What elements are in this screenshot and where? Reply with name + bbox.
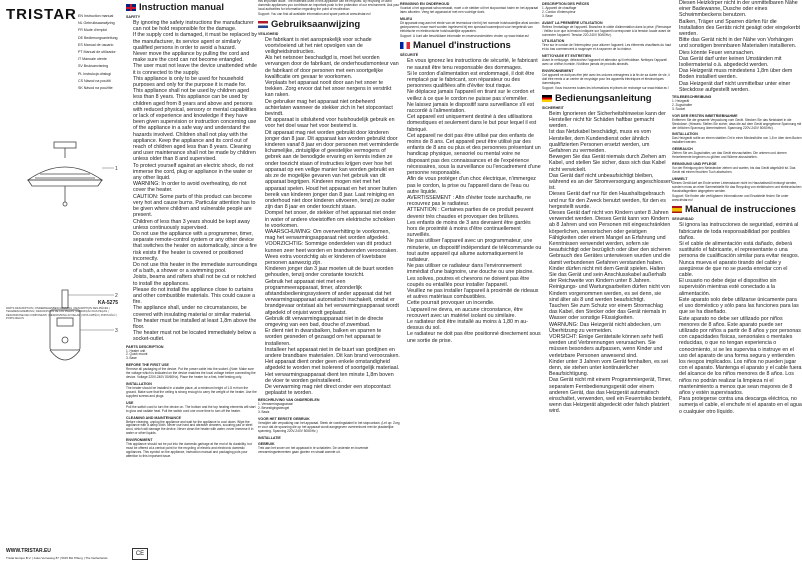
heading-safety-es: SEGURIDAD — [672, 217, 694, 222]
heading-safety-nl: VEILIGHEID — [258, 31, 279, 36]
column-fr-de — [542, 0, 672, 575]
product-panel — [0, 0, 126, 575]
heading-use: USE — [126, 400, 134, 405]
list-item: • Este aparato solo debe utilizarse únicamente para el uso doméstico y sólo para las funciones para las que se ha diseñado. — [679, 297, 802, 316]
heading-cleaning: CLEANING AND MAINTENANCE — [126, 415, 181, 420]
before-use-text-fr: Retirez l'emballage de l'appareil. Branchez le câble d'alimentation dans la prise. (Remarque : Veillez à ce que la tension indiquée sur l'appareil corresponde à la tension locale avant de connecter l'appareil. Tension 220-240V 50/60Hz). — [542, 24, 672, 37]
list-item: • To protect yourself against an electric shock, do not immerse the cord, plug or appliance in the water or any other liquid. — [133, 163, 258, 182]
safety-list-en — [126, 20, 258, 343]
list-item: • Si ignora las instrucciones de seguridad, eximirá al fabricante de toda responsabilidad por posibles daños. — [679, 222, 802, 241]
callout-label-1: 1 — [115, 166, 118, 172]
safety-list-de — [542, 111, 672, 415]
list-item: • Verplaats het apparaat nooit door aan het snoer te trekken. Zorg ervoor dat het snoer nergens in verstrikt kan raken. — [265, 80, 400, 99]
heading-cleaning-nl: REINIGING EN ONDERHOUD — [400, 2, 450, 6]
part-item: 3. Basis — [258, 410, 270, 415]
list-item: • Dit apparaat mag niet worden gebruikt door kinderen jonger dan 8 jaar. Dit apparaat kan worden gebruikt door kinderen vanaf 8 jaar en door personen met verminderde lichamelijke, zintuiglijke of geestelijke vermogens of gebrek aan de benodigde ervaring en kennis indien ze onder toezicht staan of instructies krijgen over hoe het apparaat op een veilige manier kan worden gebruikt en als ze de mogelijke gevaren van het gebruik van dit apparaat begrijpen. Kinderen mogen niet met het apparaat spelen. Houd het apparaat en het snoer buiten bereik van kinderen jonger dan 8 jaar. Laat reiniging en onderhoud niet door kinderen uitvoeren, tenzij ze ouder zijn dan 8 jaar en onder toezicht staan. — [265, 130, 400, 211]
list-item: • L'appareil ne devra, en aucune circonstance, être recouvert avec un matériel isolant ou similaire. — [407, 307, 542, 319]
brand-logo: TRISTAR — [6, 6, 77, 23]
website-link[interactable]: WWW.TRISTAR.EU — [6, 548, 51, 554]
list-item: • Ne pas utiliser l'appareil avec un programmateur, une minuterie, un dispositif indépendant de télécommande ou tout autre appareil qui allume automatiquement le radiateur. — [407, 238, 542, 263]
list-item: • Het apparaat dient onder geen enkele omstandigheid afgedekt te worden met isolerend of soortgelijk materiaal. — [265, 359, 400, 371]
list-item: • The user must not leave the device unattended while it is connected to the supply. — [133, 63, 258, 75]
cleaning-text-nl: Voordat u het apparaat schoonmaakt, moet u de stekker uit het stopcontact halen en het apparaat laten afkoelen. Veeg het apparaat af met een vochtige doek. — [400, 6, 539, 14]
parts-header-multilang: PARTS DESCRIPTION | ONDERDELENBESCHRIJVING | DESCRIPTION DES PIÈCES | TEILEBESCHREIBUNG | DESCRIPCIÓN DE LAS PIEZAS | DESCRIÇÃO DAS PEÇAS | DESCRIZIONE DEI COMPONENTI | BESKRIVNING AV DELAR | OPIS CZĘŚCI | POPIS DÍLŮ | POPIS DIELOV — [6, 307, 117, 320]
list-item: • En vous ignorez les instructions de sécurité, le fabricant ne saurait être tenu responsable des dommages. — [407, 58, 542, 70]
installation-text-de: Das Heizgerät sollte an einem stabilen Ort in einer Mindesthöhe von 1,8 m über dem Boden installiert werden. — [672, 136, 802, 145]
heading-environment-de: UMWELT — [672, 176, 688, 181]
safety-list-fr — [400, 58, 542, 343]
mount-bracket — [54, 142, 76, 158]
column-en — [126, 0, 258, 575]
list-item: • Gebruik dit verwarmingsapparaat niet in de directe omgeving van een bad, douche of zwembad. — [265, 316, 400, 328]
list-item: • Das Gerät darf unter keinen Umständen mit Isoliermaterial o.ä. abgedeckt werden. — [679, 56, 802, 68]
flag-uk-icon — [126, 4, 136, 11]
use-text-nl: Trek aan het snoer om het apparaat in te schakelen. De onderste en bovenste verwarmingselementen gaan gloeien en straalt warmte uit. — [258, 445, 369, 454]
language-item: SV Bruksanvisning — [78, 64, 109, 69]
section-title-en: Instruction manual — [126, 2, 258, 13]
list-item: • Afin de vous protéger d'un choc électrique, n'immergez pas le cordon, la prise ou l'appareil dans de l'eau ou autre liquide. — [407, 176, 542, 195]
list-item: • By ignoring the safety instructions the manufacturer can not be hold responsible for the damage. — [133, 20, 258, 32]
list-item: • Het verwarmingsapparaat dient ten minste 1,8m boven de vloer te worden geïnstalleerd. — [265, 372, 400, 384]
list-item: • Nunca mueva el aparato tirando del cable y asegúrese de que no se pueda enredar con el cable. — [679, 260, 802, 279]
list-item: • Ne pas utiliser ce radiateur dans l'environnement immédiat d'une baignoire, une douche ou une piscine. — [407, 263, 542, 275]
language-item: SK Návod na použitie — [78, 86, 113, 91]
list-item: • Cette pourrait provoquer un incendie. — [407, 300, 542, 306]
heading-cleaning-de: REINIGUNG UND PFLEGE — [672, 162, 717, 167]
heading-cleaning-fr: NETTOYAGE ET ENTRETIEN — [542, 54, 591, 59]
list-item: • Le radiateur ne doit pas être positionné directement sous une sortie de prise. — [407, 331, 542, 343]
list-item: • De gebruiker mag het apparaat niet onbeheerd achterlaten wanneer de stekker zich in het stopcontact bevindt. — [265, 99, 400, 118]
language-item: PT Manual de utilizador — [78, 50, 116, 55]
heading-before-use-fr: AVANT LA PREMIÈRE UTILISATION — [542, 20, 603, 25]
part-item: 1. Appareil de chauffage — [542, 6, 577, 10]
list-item: • ATTENTION : Certaines parties de ce produit peuvent devenir très chaudes et provoquer des brûlures. — [407, 207, 542, 219]
list-item: • Gebruik het apparaat niet met een programmeerapparaat, timer, afzonderlijk afstandsbedieningssysteem of ander apparaat dat het verwarmingsapparaat automatisch inschakelt, omdat er brandgevaar ontstaat als het verwarmingsapparaat wordt afgedekt of onjuist wordt geplaatst. — [265, 279, 400, 316]
column-de-es — [672, 0, 802, 575]
list-item: • AVERTISSEMENT : Afin d'éviter toute surchauffe, ne recouvrez pas le radiateur. — [407, 195, 542, 207]
section-title-de: Bedienungsanleitung — [542, 93, 672, 104]
list-item: • Si le cordon d'alimentation est endommagé, il doit être remplacé par le fabricant, son réparateur ou des personnes qualifiées afin d'éviter tout risque. — [407, 71, 542, 90]
model-number: KA-5275 — [98, 300, 119, 306]
part-item: 3. Sockel — [672, 106, 686, 111]
before-use-text-nl: Verwijder alle verpakking van het apparaat. Steek de voedingskabel in het stopcontact. (Let op: Zorg er voor dat de spanning die op het apparaat wordt aangegeven overeenkomt met de plaatselijke spanning. Spanning 220V-240V 50/60Hz.) — [258, 421, 400, 433]
list-item: • Este aparato no debe ser utilizado por niños menores de 8 años. Este aparato puede ser utilizado por niños a partir de 8 años y por personas con capacidades físicas, sensoriales o mentales reducidas, o que no tengan experiencia o conocimiento, si se les supervisa o instruye en el uso del aparato de una forma segura y entienden los riesgos implicados. Los niños no pueden jugar con el aparato. Mantenga el aparato y el cable fuera del alcance de los niños menores de 8 años. Los niños no podrán realizar la limpieza ni el mantenimiento a menos que sean mayores de 8 años y estén supervisados. — [679, 316, 802, 397]
callout-label-2: 2 — [115, 293, 118, 299]
flag-nl-icon — [258, 21, 268, 28]
installation-text: The heater should be installed in a stable place, at a minimum height of 1.8 m from the ground. Make sure that the ceiling is strong enough to carry the weight of the heater. Use the supplied screws and plugs. — [126, 386, 257, 398]
list-item: • Beim Ignorieren der Sicherheitshinweise kann der Hersteller nicht für Schäden haftbar gemacht werden. — [549, 111, 672, 130]
heading-parts-fr: DESCRIPTION DES PIÈCES — [542, 2, 590, 6]
section-title-nl: Gebruiksaanwijzing — [258, 19, 400, 30]
list-item: • Als het netsnoer beschadigd is, moet het worden vervangen door de fabrikant, de onderhoudsmonteur van de fabrikant of door personen met een soortgelijke kwalificatie om gevaar te voorkomen. — [265, 55, 400, 80]
list-item: • El usuario no debe dejar el dispositivo sin supervisión mientras esté conectado a la alimentación. — [679, 278, 802, 297]
list-item: • Bewegen Sie das Gerät niemals durch Ziehen am Kabel, und stellen Sie sicher, dass sich das Kabel nicht verwickelt. — [549, 154, 672, 173]
safety-list-de-cont — [672, 0, 802, 93]
list-item: • If the supply cord is damaged, it must be replaced by the manufacturer, its service agent or similarly qualified persons in order to avoid a hazard. — [133, 32, 258, 51]
list-item: • Er dient niet in dwarsbalken, balken en sparren te worden gesneden of gezaagd om het apparaat te installeren. — [265, 328, 400, 347]
language-list — [78, 13, 126, 92]
heading-use-de: GEBRAUCH — [672, 147, 693, 152]
heading-installation: INSTALLATION — [126, 382, 152, 386]
list-item: • Joists, beams and rafters shall not be cut or notched to install the appliances. — [133, 274, 258, 286]
heading-environment-fr: ENVIRONNEMENT — [542, 69, 574, 74]
list-item: • Do not use this heater in the immediate surroundings of a bath, a shower or a swimming pool. — [133, 262, 258, 274]
list-item: • WARNUNG: Das Heizgerät nicht abdecken, um Überhitzung zu vermeiden. — [549, 322, 672, 334]
list-item: • This appliance shall not be used by children aged less than 8 years. This appliance can be used by children aged from 8 years and above and persons with reduced physical, sensory or mental capabilities or lack of experience and knowledge if they have been given supervision or instruction concerning use of the appliance in a safe way and understand the hazards involved. Children shall not play with the appliance. Keep the appliance and its cord out of reach of children aged less than 8 years. Cleaning and user maintenance shall not be made by children unless older than 8 and supervised. — [133, 88, 258, 162]
environment-text-nl: Dit apparaat mag aan het einde van de levensduur niet bij het normale huishoudelijke afval worden gedeponeerd, maar moet worden ingeleverd bij een speciaal inzamelpunt voor hergebruik van elektrische en elektronische huishoudelijke apparaten. — [400, 20, 540, 33]
list-item: • Do not use the appliance with a programmer, timer, separate remote-control system or any other device that switches the heater on automatically, since a fire risk exists if the heater is covered or positioned incorrectly. — [133, 231, 258, 262]
heading-parts-de: TEILEBESCHREIBUNG — [672, 95, 712, 100]
nl-support-text: Support: You can find all available information and spare parts at www.tristar.eu! — [258, 11, 371, 16]
list-item: • This appliance is only to be used for household purposes and only for the purpose it is made for. — [133, 76, 258, 88]
list-item: • Dompel het snoer, de stekker of het apparaat niet onder in water of andere vloeistoffen om elektrische schokken te voorkomen. — [265, 210, 400, 229]
flag-de-icon — [542, 95, 552, 102]
list-item: • VOORZICHTIG: Sommige onderdelen van dit product kunnen zeer heet worden en brandwonden veroorzaken. Wees extra voorzichtig als er kinderen of kwetsbare personen aanwezig zijn. — [265, 241, 400, 266]
language-item: IT Manuale utente — [78, 57, 107, 62]
use-text-de: Ziehen Sie am Zugschalter, um das Gerät einzuschalten. Die unteren und oberen Heizelemente beginnen zu glühen und Wärme abzustrahlen. — [672, 151, 787, 160]
part-item: 2. Cordon d'interrupteur — [542, 9, 576, 14]
use-text-fr: Tirez sur le cordon de l'interrupteur pour allumer l'appareil. Les éléments chauffants du haut et du bas commencent à rougeoyer et à rayonner de la chaleur. — [542, 43, 672, 52]
language-item: NL Gebruiksaanwijzing — [78, 21, 115, 26]
list-item: • Das Heizgerät darf nicht unmittelbar unter einer Steckdose aufgestellt werden. — [679, 81, 802, 93]
environment-text-de: Dieses Gerät darf am Ende seiner Lebensdauer nicht im Haushaltsmüll entsorgt werden, sondern muss an einer Sammelstelle für das Recycling von elektrischen und elektronischen Haushaltsgeräten abgegeben werden. — [672, 180, 802, 193]
list-item: • Dit apparaat is uitsluitend voor huishoudelijk gebruik en voor het doel waar het voor bestemd is. — [265, 117, 400, 129]
list-item: • The appliance shall, under no circumstances, be covered with insulating material or similar material. — [133, 305, 258, 317]
part-item: 1. Heizgerät — [672, 99, 690, 104]
parts-list-en — [126, 350, 258, 362]
heading-use-nl: GEBRUIK — [258, 441, 275, 446]
heading-environment-nl: MILIEU — [400, 16, 413, 21]
list-item: • Dieses Gerät darf nur für den Haushaltsgebrauch und nur für den Zweck benutzt werden, für den es hergestellt wurde. — [549, 191, 672, 210]
part-item: 2. Zugschalter — [672, 102, 693, 107]
list-item: • Dieses Gerät darf nicht von Kindern unter 8 Jahren verwendet werden. Dieses Gerät kann von Kindern ab 8 Jahren und von Personen mit eingeschränkten körperlichen, sensorischen oder geistigen Fähigkeiten oder einem Mangel an Erfahrung und Kenntnissen verwendet werden, sofern sie beaufsichtigt oder bezüglich oder über den sicheren Gebrauch des Gerätes unterwiesen wurden und die damit verbundenen Gefahren verstanden haben. Kinder dürfen nicht mit dem Gerät spielen. Halten Sie das Gerät und sein Anschlusskabel außerhalb der Reichweite von Kindern unter 8 Jahren. Reinigungs- und Wartungsarbeiten dürfen nicht von Kindern vorgenommen werden, es sei denn, sie sind älter als 8 und werden beaufsichtigt. — [549, 210, 672, 303]
cleaning-text-de: Vor der Reinigung den Netzstecker ziehen und warten, bis das Gerät abgekühlt ist. Das Gerät mit einem feuchten Tuch abwischen. — [672, 166, 796, 175]
list-item: • Das Heizgerät muss mindestens 1,8m über dem Boden installiert werden. — [679, 68, 802, 80]
list-item: • Bitte das Gerät nicht in der Nähe von Vorhängen und sonstigen brennbaren Materialien installieren. Dies könnte Feuer verursachen. — [679, 37, 802, 56]
language-item: ES Manual de usuario — [78, 42, 114, 47]
heading-parts: PARTS DESCRIPTION — [126, 344, 164, 349]
heading-before-use: BEFORE THE FIRST USE — [126, 363, 169, 368]
language-item: CS Návod na použití — [78, 78, 111, 83]
parts-list-fr — [542, 7, 672, 19]
list-item: • CAUTION: Some parts of this product can become very hot and cause burns. Particular attention has to be given where children and vulnerable people are present. — [133, 194, 258, 219]
list-item: • The heater must be installed at least 1,8m above the floor. — [133, 318, 258, 330]
list-item: • Les enfants de moins de 3 ans devraient être gardés hors de proximité à moins d'être continuellement surveillés. — [407, 220, 542, 239]
list-item: • Das Gerät darf nicht unbeaufsichtigt bleiben, während es an der Stromversorgung angeschlossen ist. — [549, 173, 672, 192]
flag-fr-icon — [400, 42, 410, 49]
column-nl — [258, 0, 400, 575]
list-item: • VORSICHT: Einige Gerätetaile können sehr heiß werden und Verbrennungen verursachen. Sie müssen besonders aufpassen, wenn Kinder und verletzbare Personen anwesend sind. — [549, 334, 672, 359]
heading-before-use-nl: VOOR HET EERSTE GEBRUIK — [258, 417, 310, 422]
list-item: • Si el cable de alimentación está dañado, deberá sustituirlo el fabricante, el representante o una persona de cualificación similar para evitar riesgos. — [679, 241, 802, 260]
part-item: 2. Bevestigingsbeugel — [258, 406, 290, 411]
heading-safety-de: SICHERHEIT — [542, 105, 564, 110]
parts-list-nl — [258, 403, 400, 415]
section-title-es: Manual de instrucciones — [672, 204, 802, 215]
list-item: • Kinder unter 3 Jahren vom Gerät fernhalten, es sei denn, sie stehen unter kontinuierlicher Beaufsichtigung. — [549, 359, 672, 378]
part-item: 2. Quick mount — [126, 352, 148, 357]
ce-mark-icon: CE — [132, 548, 148, 560]
part-item: 3. Base — [126, 356, 137, 361]
callout-label-3: 3 — [115, 328, 118, 334]
heading-before-use-de: VOR DER ERSTEN INBETRIEBNAHME — [672, 113, 738, 118]
heading-parts-nl: BESCHRIJVING VAN ONDERDELEN — [258, 398, 320, 403]
language-item: FR Mode d'emploi — [78, 28, 108, 33]
language-item: PL Instrukcja obsługi — [78, 71, 112, 76]
cleaning-text: Before cleaning, unplug the appliance and wait for the appliance to cool down. Wipe the appliance with a damp cloth. Never use hard and abrasive cleaners, scouring pad or steel wool, which will damage the device. Never clean the heater with water, never immerse it in water or other liquids. — [126, 419, 254, 436]
list-item: • Tauchen Sie zum Schutz vor einem Stromschlag das Kabel, den Stecker oder das Gerät niemals in Wasser oder sonstige Flüssigkeiten. — [549, 303, 672, 322]
heading-use-fr: UTILISATION — [542, 39, 565, 44]
environment-text-fr: Cet appareil ne doit pas être jeté avec les ordures ménagères à la fin de sa durée de vie, il doit être remis à un centre de recyclage pour les appareils électriques et électroniques domestiques. — [542, 73, 670, 85]
heading-safety-fr: SÉCURITÉ — [400, 53, 419, 58]
list-item: • Das Gerät nicht mit einem Programmiergerät, Timer, separatem Fernbedienungsgerät oder einem anderen Gerät, das das Heizgerät automatisch einschaltet, verwenden, weil ein Feuerrisiko besteht, wenn das Heizgerät abgedeckt oder falsch platziert wird. — [549, 377, 672, 414]
list-item: • Kinderen jonger dan 3 jaar moeten uit de buurt worden gehouden, tenzij onder constante toezicht. — [265, 266, 400, 278]
list-item: • Ist das Netzkabel beschädigt, muss es vom Hersteller, dem Kundendienst oder ähnlich qualifizierten Personen ersetzt werden, um Gefahren zu vermeiden. — [549, 129, 672, 154]
list-item: • Balken, Träger und Sparren dürfen für die Installation des Geräts nicht gesägt oder eingekerbt werden. — [679, 19, 802, 38]
list-item: • Never move the appliance by pulling the cord and make sure the cord can not become entangled. — [133, 51, 258, 63]
before-use-text-de: Entfernen Sie die gesamte Verpackung vom Gerät. Stecken Sie das Netzkabel in die Steckdose. (Hinweis: Stellen Sie sicher, dass die auf dem Gerät angegebene Spannung mit der örtlichen Spannung übereinstimmt. Spannung 220V-240V 50/60Hz). — [672, 117, 802, 130]
environment-text: This appliance should not be put into the domestic garbage at the end of its durability, but must be offered at a central point for the recycling of electric and electronic domestic appliances. This symbol on the appliance, instruction manual and packaging puts your attention to this important issue. — [126, 442, 252, 458]
list-item: • The heater must not be located immediately below a socket-outlet. — [133, 330, 258, 342]
list-item: • Ne laissez jamais le dispositif sans surveillance s'il est raccordé à l'alimentation. — [407, 102, 542, 114]
list-item: • Children of less than 3 years should be kept away unless continuously supervised. — [133, 219, 258, 231]
support-text-fr: Support: Vous trouverez toutes les informations et pièces de rechange sur www.tristar.eu ! — [542, 85, 670, 90]
cleaning-text-fr: Avant le nettoyage, débranchez l'appareil et attendez qu'il refroidisse. Nettoyez l'appareil avec un chiffon humide. N'utilisez jamais de produits abrasifs. — [542, 58, 667, 67]
column-nl-fr — [400, 0, 542, 575]
list-item: • Le radiateur doit être installé au moins à 1,80 m au-dessus du sol. — [407, 319, 542, 331]
list-item: • Les solives, poutres et chevrons ne doivent pas être coupés ou entaillés pour installer l'appareil. — [407, 276, 542, 288]
part-item: 1. Heater unit — [126, 348, 146, 353]
parts-list-de — [672, 100, 802, 112]
list-item: • Installeer het apparaat niet in de buurt van gordijnen en andere brandbare materialen. Dit kan brand veroorzaken. — [265, 347, 400, 359]
list-item: • Para protegerse contra una descarga eléctrica, no sumerja el cable, el enchufe ni el aparato en el agua o cualquier otro líquido. — [679, 396, 802, 415]
part-item: 1. Verwarmingsapparaat — [258, 402, 293, 407]
heading-installation-de: INSTALLATION — [672, 132, 698, 137]
language-item: EN Instruction manual — [78, 14, 114, 18]
safety-list-es — [672, 222, 802, 414]
use-text: Pull the switch cord to turn the device on. The bottom and the top heating elements will start to glow and radiate heat. Pull the switch cord one more time to turn off the heater. — [126, 404, 256, 413]
part-item: 3. Base — [542, 13, 553, 18]
section-title-fr: Manuel d'instructions — [400, 40, 542, 51]
list-item: • Please do not install the appliance close to curtains and other combustible materials. This could cause a fire. — [133, 287, 258, 306]
list-item: • De verwarming mag niet direct onder een stopcontact geplaatst te worden. — [265, 384, 400, 396]
company-address: Tristar Europe B.V. | Jules Verneweg 87 | 5015 BH Tilburg | The Netherlands — [6, 556, 108, 560]
list-item: • Cet appareil est uniquement destiné à des utilisations domestiques et seulement dans le but pour lequel il est fabriqué. — [407, 114, 542, 133]
list-item: • WARNING: In order to avoid overheating, do not cover the heater. — [133, 181, 258, 193]
list-item: • WAARSCHUWING: Om oververhitting te voorkomen, mag het verwarmingsapparaat niet worden afgedekt. — [265, 229, 400, 241]
list-item: • Diesen Heizkörper nicht in der unmittelbaren Nähe einer Badewanne, Dusche oder eines Schwimmbeckens benutzen. — [679, 0, 802, 19]
heater-unit-drawing — [28, 167, 102, 206]
support-text-de: Support: Sie finden alle verfügbaren Informationen und Ersatzteile finden Sie unter www.tristar.eu! — [672, 193, 789, 202]
heading-safety: SAFETY — [126, 15, 141, 19]
wall-mount-drawing — [50, 290, 80, 360]
safety-list-nl — [258, 37, 400, 397]
before-use-text: Remove all packaging of the device. Put the power cable into the socket. (Note: Make sure the voltage which is indicated on the device matches the local voltage before connecting the device. Voltage 220V-240V 50/60Hz). Place the heater for a first, brief testing only. — [126, 367, 256, 380]
heading-environment: ENVIRONMENT — [126, 438, 153, 443]
nl-intro-text: this important issue. The materials used in this appliance can be recycled. By recycling of used domestic appliances you contribute an important push to the protection of our environment. Ask your local authorities for information regarding the point of recollection. — [258, 0, 400, 11]
list-item: • Veuillez ne pas installer l'appareil à proximité de rideaux et autres matériaux combustibles. — [407, 288, 542, 300]
list-item: • Ne déplacez jamais l'appareil en tirant sur le cordon et veillez à ce que le cordon ne puisse pas s'emmêler. — [407, 89, 542, 101]
language-item: DE Bedienungsanleitung — [78, 35, 118, 40]
heading-installation-nl: INSTALLATIE — [258, 435, 281, 440]
flag-es-icon — [672, 206, 682, 213]
support-text-nl: Support: U kunt alle beschikbare informatie en reserveonderdelen vinden op www.tristar.eu! — [400, 33, 530, 38]
list-item: • Cet appareil ne doit pas être utilisé par des enfants de moins de 8 ans. Cet appareil peut être utilisé par des enfants de 8 ans ou plus et des personnes présentant un handicap physique, sensoriel ou mental voire ne disposant pas des connaissances et de l'expérience nécessaires, sous la surveillance ou l'encadrement d'une personne responsable. — [407, 133, 542, 176]
list-item: • De fabrikant is niet aansprakelijk voor schade voortvloeiend uit het niet opvolgen van de veiligheidsinstructies. — [265, 37, 400, 56]
